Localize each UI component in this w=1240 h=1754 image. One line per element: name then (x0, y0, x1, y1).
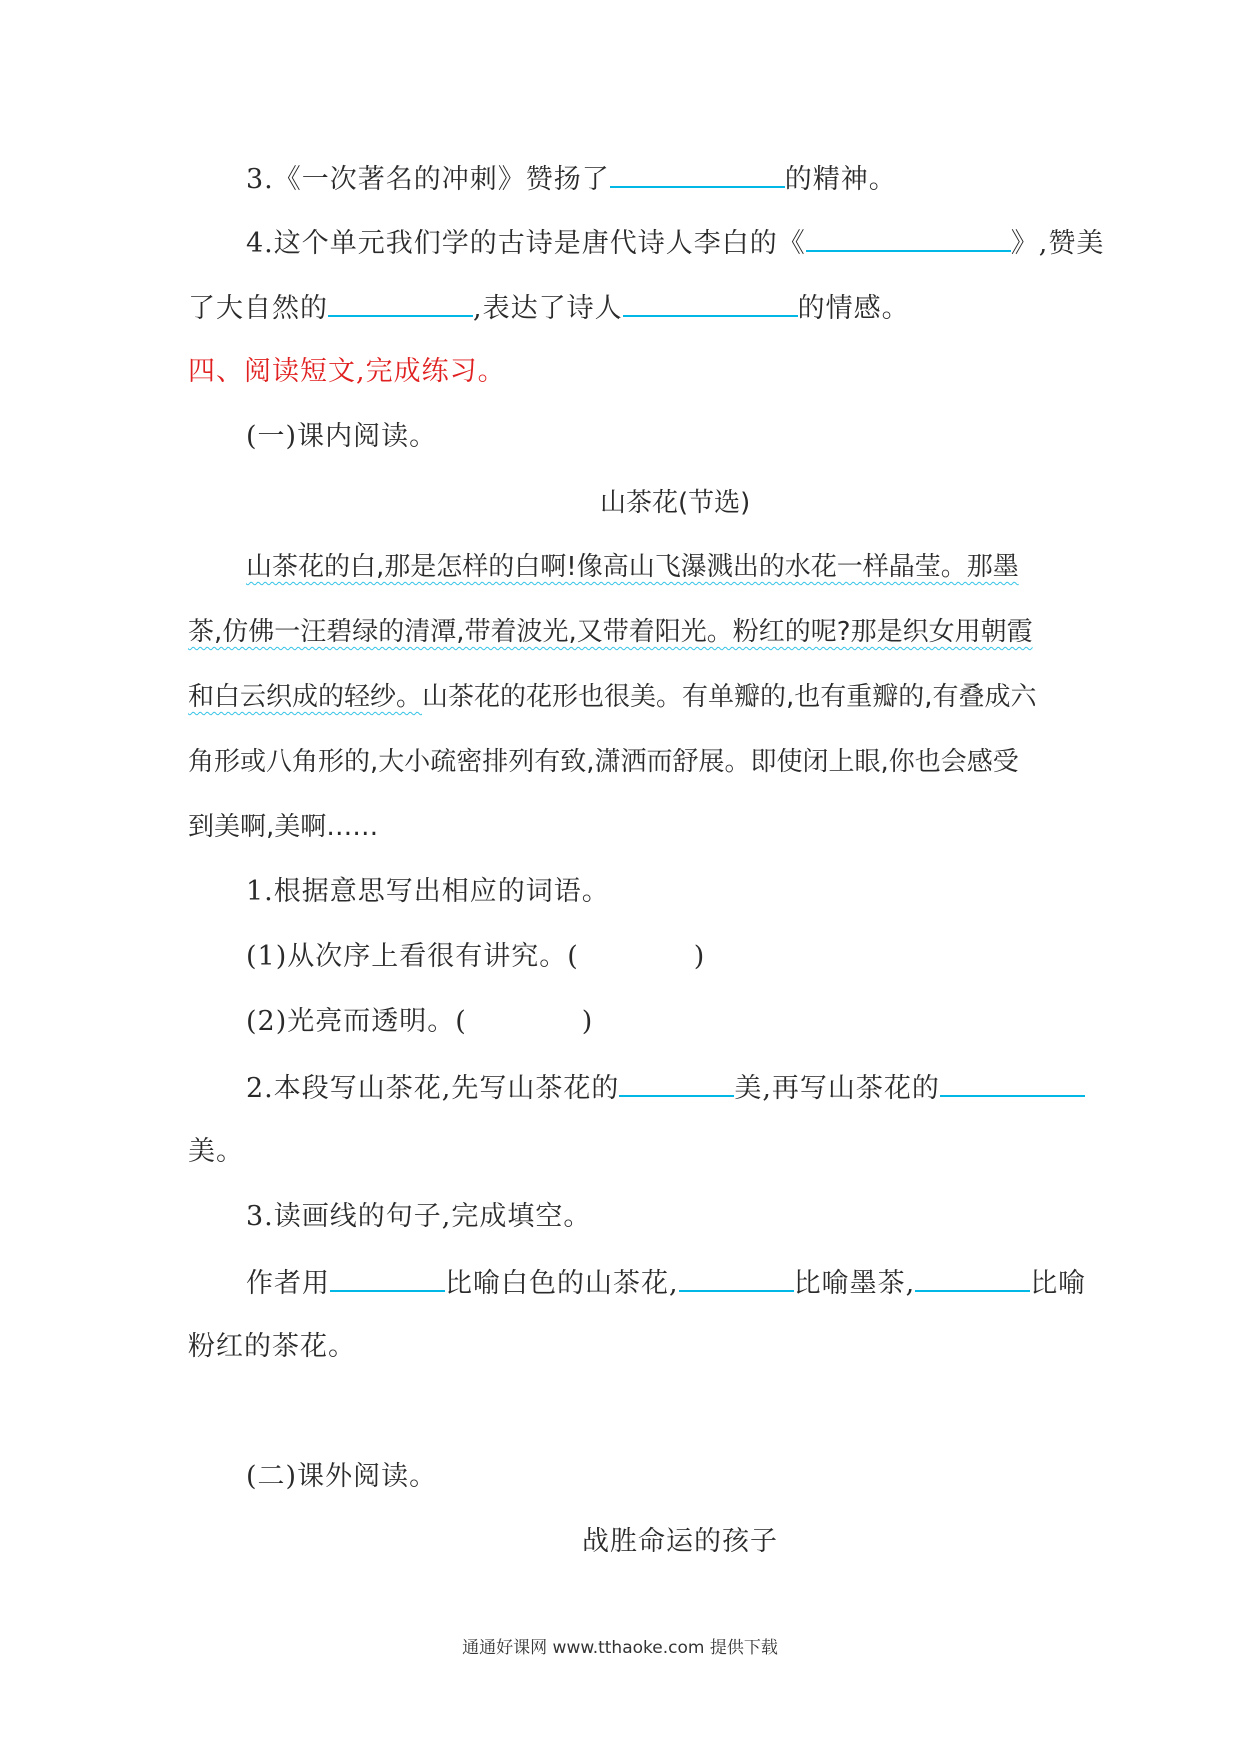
p1q2-middle: 美,再写山茶花的 (734, 1073, 940, 1104)
q4-text-a: 了大自然的 (188, 293, 328, 324)
question-3 (246, 158, 897, 200)
p1q1-sub1-before: (1)从次序上看很有讲究。( (246, 941, 579, 972)
q4-poem-title-blank[interactable] (806, 222, 1011, 252)
p1-question-2-line-2: 美。 (188, 1136, 244, 1167)
p1q1-sub2-after: ) (581, 1006, 594, 1037)
p1q3-a: 作者用 (246, 1268, 330, 1299)
p1-question-3-title: 3.读画线的句子,完成填空。 (246, 1201, 592, 1232)
p1-question-3-line-2: 粉红的茶花。 (188, 1331, 356, 1362)
q3-text-after: 的精神。 (784, 164, 897, 195)
p1q3-d: 比喻 (1030, 1268, 1087, 1299)
q4-text-c: 的情感。 (797, 293, 910, 324)
passage-1-line-4: 角形或八角形的,大小疏密排列有致,潇洒而舒展。即使闭上眼,你也会感受 (188, 747, 1019, 777)
p1q1-sub2-before: (2)光亮而透明。( (246, 1006, 467, 1037)
passage-2-title: 战胜命运的孩子 (582, 1526, 778, 1557)
q4-nature-blank[interactable] (328, 287, 473, 317)
p1q2-before: 2.本段写山茶花,先写山茶花的 (246, 1073, 620, 1104)
q4-emotion-blank[interactable] (623, 287, 798, 317)
passage-1-line-5: 到美啊,美啊…… (188, 812, 379, 842)
p1q2-blank-1[interactable] (619, 1067, 734, 1097)
part-2-title: (二)课外阅读。 (246, 1461, 438, 1492)
passage-1-line-3 (188, 677, 1037, 717)
q4-text-before: 4.这个单元我们学的古诗是唐代诗人李白的《 (246, 228, 806, 259)
p1q1-sub1-after: ) (693, 941, 706, 972)
part-1-title: (一)课内阅读。 (246, 421, 438, 452)
p1-question-1-title: 1.根据意思写出相应的词语。 (246, 876, 610, 907)
p1q2-blank-2[interactable] (940, 1067, 1085, 1097)
p1q3-blank-1[interactable] (330, 1262, 445, 1292)
passage-1-line-2 (188, 612, 1033, 652)
q3-answer-blank[interactable] (610, 158, 785, 188)
passage-1-line-3-rest: 山茶花的花形也很美。有单瓣的,也有重瓣的,有叠成六 (422, 682, 1037, 712)
passage-1-line-3-underlined: 和白云织成的轻纱。 (188, 682, 423, 712)
section-4-title: 四、阅读短文,完成练习。 (188, 356, 506, 387)
p1-question-1-sub-1 (246, 937, 705, 977)
p1q3-blank-2[interactable] (679, 1262, 794, 1292)
passage-1-title: 山茶花(节选) (600, 488, 751, 518)
p1-question-2-line-1 (246, 1067, 1085, 1109)
q4-text-b: ,表达了诗人 (473, 293, 623, 324)
p1q3-b: 比喻白色的山茶花, (445, 1268, 679, 1299)
question-4-line-2 (188, 287, 910, 329)
p1-question-3-line-1 (246, 1262, 1086, 1304)
p1q3-c: 比喻墨茶, (793, 1268, 916, 1299)
p1q3-blank-3[interactable] (915, 1262, 1030, 1292)
question-4-line-1 (246, 222, 1104, 264)
q4-text-after: 》,赞美 (1010, 228, 1105, 259)
q3-text-before: 3.《一次著名的冲刺》赞扬了 (246, 164, 610, 195)
passage-1-line-1 (246, 547, 1019, 587)
passage-1-line-1-text: 山茶花的白,那是怎样的白啊!像高山飞瀑溅出的水花一样晶莹。那墨 (246, 552, 1019, 582)
footer-credit: 通通好课网 www.tthaoke.com 提供下载 (462, 1638, 778, 1658)
p1-question-1-sub-2 (246, 1002, 593, 1042)
passage-1-line-2-text: 茶,仿佛一汪碧绿的清潭,带着波光,又带着阳光。粉红的呢?那是织女用朝霞 (188, 617, 1033, 647)
